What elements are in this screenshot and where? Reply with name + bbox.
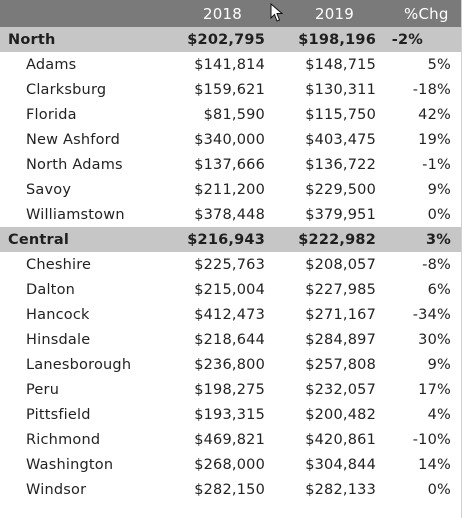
- value-2018: $159,621: [194, 81, 265, 98]
- pct-change: 6%: [427, 281, 451, 298]
- pct-change: -18%: [412, 81, 451, 98]
- group-row-central[interactable]: [0, 227, 461, 252]
- town-name: North Adams: [26, 156, 123, 173]
- town-name: Windsor: [26, 481, 87, 498]
- value-2019: $257,808: [305, 356, 376, 373]
- pct-change: 14%: [418, 456, 451, 473]
- value-2018: $218,644: [194, 331, 265, 348]
- town-name: Cheshire: [26, 256, 92, 273]
- pct-change: 19%: [418, 131, 451, 148]
- value-2019: $200,482: [305, 406, 376, 423]
- town-name: Peru: [26, 381, 60, 398]
- header-2018[interactable]: 2018: [203, 4, 242, 23]
- table-row[interactable]: [0, 402, 461, 427]
- table-row[interactable]: [0, 152, 461, 177]
- value-2019: $208,057: [305, 256, 376, 273]
- group-row-north[interactable]: [0, 27, 461, 52]
- value-2018: $211,200: [194, 181, 265, 198]
- value-2019: $148,715: [305, 56, 376, 73]
- table-header: [0, 0, 461, 27]
- mouse-pointer-icon: [270, 3, 284, 23]
- value-2018: $412,473: [194, 306, 265, 323]
- pct-change: 4%: [427, 406, 451, 423]
- town-name: Hancock: [26, 306, 90, 323]
- value-2019: $227,985: [305, 281, 376, 298]
- value-2019: $232,057: [305, 381, 376, 398]
- value-2019: $136,722: [305, 156, 376, 173]
- group-2018: $216,943: [187, 231, 265, 248]
- value-2018: $141,814: [194, 56, 265, 73]
- pct-change: -10%: [412, 431, 451, 448]
- pct-change: -34%: [412, 306, 451, 323]
- group-2019: $222,982: [298, 231, 376, 248]
- value-2019: $304,844: [305, 456, 376, 473]
- town-name: Savoy: [26, 181, 72, 198]
- value-2018: $81,590: [203, 106, 265, 123]
- table-row[interactable]: [0, 277, 461, 302]
- value-2018: $198,275: [194, 381, 265, 398]
- value-2018: $137,666: [194, 156, 265, 173]
- group-name: Central: [8, 231, 70, 248]
- group-2019: $198,196: [298, 31, 376, 48]
- town-name: Florida: [26, 106, 77, 123]
- town-name: Lanesborough: [26, 356, 132, 373]
- pct-change: 42%: [418, 106, 451, 123]
- table-row[interactable]: [0, 377, 461, 402]
- group-chg: 3%: [425, 231, 451, 248]
- town-name: Hinsdale: [26, 331, 91, 348]
- pct-change: 0%: [427, 206, 451, 223]
- pct-change: -1%: [422, 156, 451, 173]
- town-name: Dalton: [26, 281, 76, 298]
- value-2018: $378,448: [194, 206, 265, 223]
- table-row[interactable]: [0, 477, 461, 502]
- town-name: Williamstown: [26, 206, 125, 223]
- table-row[interactable]: [0, 302, 461, 327]
- table-row[interactable]: [0, 127, 461, 152]
- table-row[interactable]: [0, 102, 461, 127]
- value-2018: $268,000: [194, 456, 265, 473]
- town-name: Adams: [26, 56, 77, 73]
- value-2019: $130,311: [305, 81, 376, 98]
- town-name: Clarksburg: [26, 81, 107, 98]
- pct-change: 30%: [418, 331, 451, 348]
- group-chg: -2%: [391, 31, 423, 48]
- table-row[interactable]: [0, 177, 461, 202]
- town-name: New Ashford: [26, 131, 120, 148]
- value-2018: $193,315: [194, 406, 265, 423]
- town-name: Washington: [26, 456, 114, 473]
- value-2019: $282,133: [305, 481, 376, 498]
- value-2019: $271,167: [305, 306, 376, 323]
- table-row[interactable]: [0, 327, 461, 352]
- value-2018: $215,004: [194, 281, 265, 298]
- pct-change: 17%: [418, 381, 451, 398]
- header-pct-change[interactable]: %Chg: [404, 4, 449, 23]
- pct-change: 5%: [427, 56, 451, 73]
- town-name: Pittsfield: [26, 406, 91, 423]
- value-2019: $229,500: [305, 181, 376, 198]
- table-row[interactable]: [0, 427, 461, 452]
- pct-change: 0%: [427, 481, 451, 498]
- value-2018: $225,763: [194, 256, 265, 273]
- table-row[interactable]: [0, 452, 461, 477]
- pct-change: 9%: [427, 181, 451, 198]
- value-2019: $379,951: [305, 206, 376, 223]
- value-2018: $282,150: [194, 481, 265, 498]
- group-2018: $202,795: [187, 31, 265, 48]
- table-row[interactable]: [0, 77, 461, 102]
- value-2018: $469,821: [194, 431, 265, 448]
- value-2019: $403,475: [305, 131, 376, 148]
- group-name: North: [8, 31, 56, 48]
- town-name: Richmond: [26, 431, 101, 448]
- value-2018: $236,800: [194, 356, 265, 373]
- value-2019: $115,750: [305, 106, 376, 123]
- value-2019: $284,897: [305, 331, 376, 348]
- table-row[interactable]: [0, 252, 461, 277]
- table-row[interactable]: [0, 352, 461, 377]
- value-2019: $420,861: [305, 431, 376, 448]
- pct-change: 9%: [427, 356, 451, 373]
- header-2019[interactable]: 2019: [315, 4, 354, 23]
- table-row[interactable]: [0, 52, 461, 77]
- value-2018: $340,000: [194, 131, 265, 148]
- table-row[interactable]: [0, 202, 461, 227]
- pct-change: -8%: [422, 256, 451, 273]
